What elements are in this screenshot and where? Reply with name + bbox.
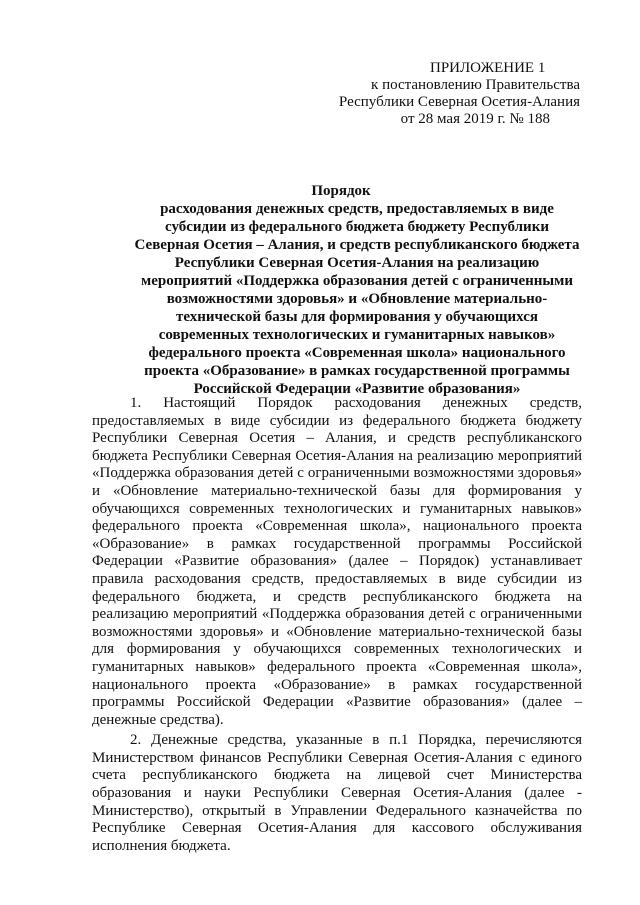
paragraph-1: 1. Настоящий Порядок расходования денежных средств, предоставляемых в виде субсидии из федерального бюджета бюджету Республики Северная Осетия – Алания, и средств республиканского бюджета Республики Северная Осетия-Алания на реализацию мероприятий «Поддержка образования детей с ограниченными возможностями здоровья» и «Обновление материально-технической базы для формирования у обучающихся современных технологических и гуманитарных навыков» федерального проекта «Современная школа», национального проекта «Образование» в рамках государственной программы Российской Федерации «Развитие образования» (далее – Порядок) устанавливает правила расходования средств, предоставляемых в виде субсидии из федерального бюджета, и средств республиканского бюджета на реализацию мероприятий «Поддержка образования детей с ограниченными возможностями здоровья» и «Обновление материально-технической базы для формирования у обучающихся современных технологических и гуманитарных навыков» федерального проекта «Современная школа», национального проекта «Образование» в рамках государственной программы Российской Федерации «Развитие образования» (далее – денежные средства).: [92, 395, 582, 728]
appendix-heading: ПРИЛОЖЕНИЕ 1: [430, 60, 546, 76]
paragraph-2: 2. Денежные средства, указанные в п.1 Порядка, перечисляются Министерством финансов Республики Северная Осетия-Алания с единого счета республиканского бюджета на лицевой счет Министерства образования и науки Республики Северная Осетия-Алания (далее - Министерство), открытый в Управлении Федерального казначейства по Республике Северная Осетия-Алания для кассового обслуживания исполнения бюджета.: [92, 732, 582, 854]
appendix-line-2: Республики Северная Осетия-Алания: [338, 94, 580, 110]
appendix-line-1: к постановлению Правительства: [371, 77, 580, 93]
document-body: [92, 395, 582, 858]
appendix-date-number: от 28 мая 2019 г. № 188: [400, 111, 550, 127]
document-title: [100, 182, 582, 398]
appendix-header: [300, 60, 580, 128]
title-description: расходования денежных средств, предоставляемых в виде субсидии из федерального бюджета бюджету Республики Северная Осетия – Алания, и средств республиканского бюджета Республики Северная Осетия-Алания на реализацию мероприятий «Поддержка образования детей с ограниченными возможностями здоровья» и «Обновление материально-технической базы для формирования у обучающихся современных технологических и гуманитарных навыков» федерального проекта «Современная школа» национального проекта «Образование» в рамках государственной программы Российской Федерации «Развитие образования»: [134, 201, 580, 397]
title-word: Порядок: [311, 183, 371, 199]
